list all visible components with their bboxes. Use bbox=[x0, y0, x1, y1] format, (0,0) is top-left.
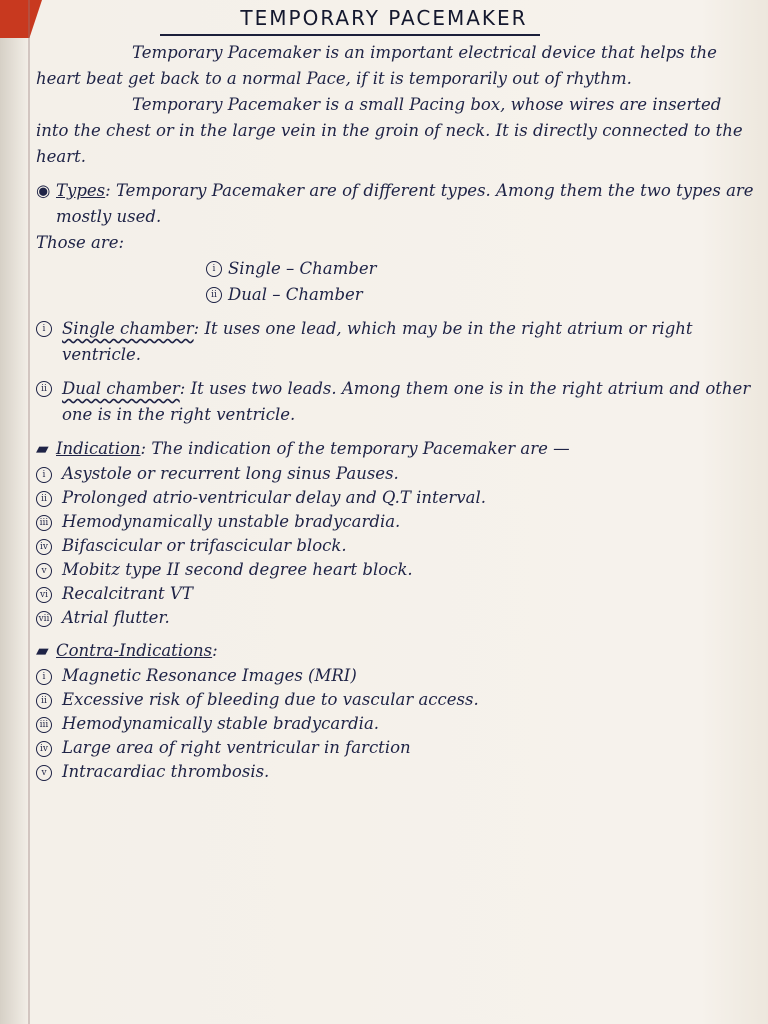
roman-numeral-badge: iv bbox=[36, 539, 52, 555]
notes-body bbox=[36, 40, 754, 784]
dual-chamber-text: It uses two leads. Among them one is in the right atrium and other one is in the right ventricle. bbox=[62, 379, 751, 424]
roman-numeral-badge: v bbox=[36, 765, 52, 781]
list-item: iv Large area of right ventricular in farction bbox=[36, 736, 754, 760]
list-item: vii Atrial flutter. bbox=[36, 606, 754, 630]
list-item: iii Hemodynamically unstable bradycardia. bbox=[36, 510, 754, 534]
list-item: v Mobitz type II second degree heart block. bbox=[36, 558, 754, 582]
list-item: v Intracardiac thrombosis. bbox=[36, 760, 754, 784]
roman-numeral-badge: iii bbox=[36, 515, 52, 531]
contra-indications-list bbox=[36, 664, 754, 784]
roman-numeral-badge: ii bbox=[36, 693, 52, 709]
roman-numeral-badge: vi bbox=[36, 587, 52, 603]
flag-bullet-icon: ▰ bbox=[36, 439, 49, 458]
list-item: i Single – Chamber bbox=[206, 256, 754, 282]
types-label: Types bbox=[56, 181, 106, 200]
roman-numeral-badge: vii bbox=[36, 611, 52, 627]
roman-numeral-badge: ii bbox=[206, 287, 222, 303]
roman-numeral-badge: ii bbox=[36, 491, 52, 507]
indication-label: Indication bbox=[56, 439, 141, 458]
roman-numeral-badge: i bbox=[36, 669, 52, 685]
roman-numeral-badge: ii bbox=[36, 381, 52, 397]
types-list bbox=[36, 256, 754, 308]
single-chamber-label: Single chamber bbox=[62, 319, 194, 338]
types-lead: Those are: bbox=[36, 233, 125, 252]
indication-section: ▰ Indication: The indication of the temporary Pacemaker are — bbox=[36, 436, 754, 462]
roman-numeral-badge: i bbox=[36, 467, 52, 483]
list-item: ii Excessive risk of bleeding due to vascular access. bbox=[36, 688, 754, 712]
list-item: iii Hemodynamically stable bradycardia. bbox=[36, 712, 754, 736]
contra-indications-section: ▰ Contra-Indications: bbox=[36, 638, 754, 664]
single-chamber-text: It uses one lead, which may be in the right atrium or right ventricle. bbox=[62, 319, 693, 364]
dual-chamber-section: ii Dual chamber: It uses two leads. Among them one is in the right atrium and other one is in the right ventricle. bbox=[36, 376, 754, 428]
filled-circle-bullet-icon: ◉ bbox=[36, 181, 51, 200]
indication-text: The indication of the temporary Pacemaker are — bbox=[151, 439, 570, 458]
indication-list bbox=[36, 462, 754, 630]
contra-indications-label: Contra-Indications bbox=[56, 641, 213, 660]
roman-numeral-badge: v bbox=[36, 563, 52, 579]
list-item: ii Prolonged atrio-ventricular delay and Q.T interval. bbox=[36, 486, 754, 510]
list-item: iv Bifascicular or trifascicular block. bbox=[36, 534, 754, 558]
intro-paragraph-1: Temporary Pacemaker is an important electrical device that helps the heart beat get back to a normal Pace, if it is temporarily out of rhythm. bbox=[36, 43, 717, 88]
roman-numeral-badge: iii bbox=[36, 717, 52, 733]
types-text: Temporary Pacemaker are of different types. Among them the two types are mostly used. bbox=[56, 181, 754, 226]
roman-numeral-badge: iv bbox=[36, 741, 52, 757]
flag-bullet-icon: ▰ bbox=[36, 641, 49, 660]
types-section: ◉ Types: Temporary Pacemaker are of different types. Among them the two types are mostly used. bbox=[36, 178, 754, 230]
margin-line bbox=[28, 0, 30, 1024]
list-item: vi Recalcitrant VT bbox=[36, 582, 754, 606]
list-item: ii Dual – Chamber bbox=[206, 282, 754, 308]
roman-numeral-badge: i bbox=[206, 261, 222, 277]
roman-numeral-badge: i bbox=[36, 321, 52, 337]
intro-paragraph-2: Temporary Pacemaker is a small Pacing box, whose wires are inserted into the chest or in the large vein in the groin of neck. It is directly connected to the heart. bbox=[36, 95, 743, 166]
title-underline bbox=[160, 34, 540, 36]
list-item: i Asystole or recurrent long sinus Pauses. bbox=[36, 462, 754, 486]
list-item: i Magnetic Resonance Images (MRI) bbox=[36, 664, 754, 688]
single-chamber-section: i Single chamber: It uses one lead, which may be in the right atrium or right ventricle. bbox=[36, 316, 754, 368]
dual-chamber-label: Dual chamber bbox=[62, 379, 180, 398]
page-title: TEMPORARY PACEMAKER bbox=[240, 6, 528, 30]
